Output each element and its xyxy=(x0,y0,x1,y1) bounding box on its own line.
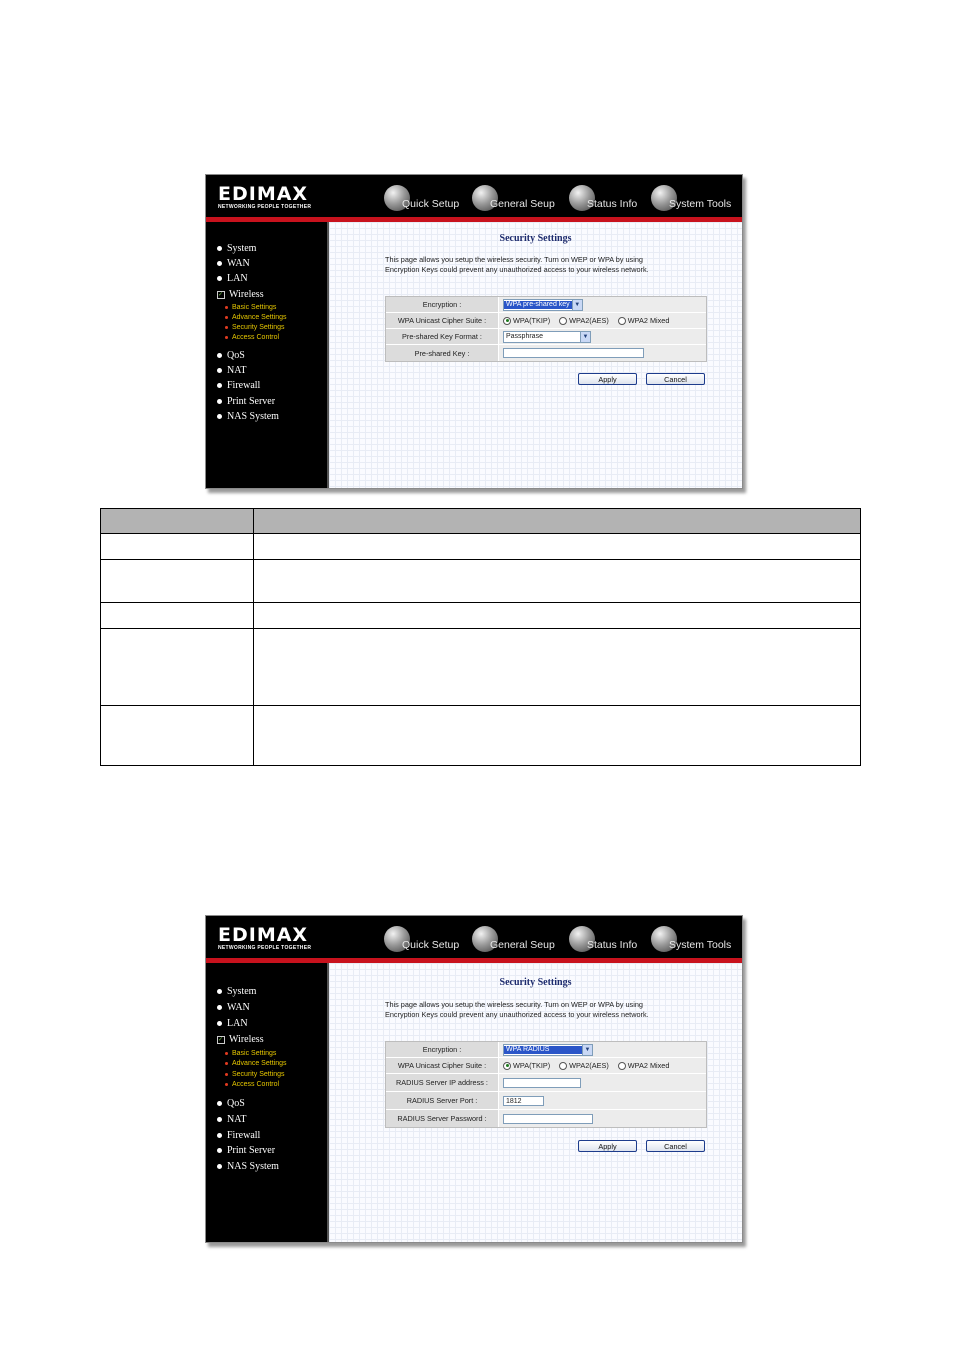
sidebar-nav xyxy=(206,222,329,488)
tab-status-info[interactable]: Status Info xyxy=(569,924,637,954)
sidebar-item-system[interactable]: System xyxy=(217,986,256,997)
tab-quick-setup[interactable]: Quick Setup xyxy=(384,924,459,954)
chevron-down-icon: ▼ xyxy=(582,1045,592,1055)
table-cell xyxy=(254,560,861,603)
header-bar xyxy=(206,175,742,217)
edimax-logo: EDIMAX xyxy=(218,183,309,205)
apply-button[interactable]: Apply xyxy=(578,373,637,385)
cancel-button[interactable]: Cancel xyxy=(646,373,705,385)
radio-wpa2-mixed[interactable]: WPA2 Mixed xyxy=(618,316,670,325)
table-cell xyxy=(101,534,254,560)
encryption-label: Encryption : xyxy=(386,297,499,312)
cancel-button[interactable]: Cancel xyxy=(646,1140,705,1152)
table-cell xyxy=(101,706,254,766)
radio-empty-icon xyxy=(559,1062,567,1070)
checkmark-icon: ✓ xyxy=(218,1036,224,1043)
tab-quick-setup[interactable]: Quick Setup xyxy=(384,183,459,213)
security-form xyxy=(385,296,707,362)
table-cell xyxy=(254,603,861,629)
preshared-key-input[interactable] xyxy=(503,348,644,358)
encryption-select[interactable]: WPA RADIUS ▼ xyxy=(503,1044,593,1056)
sidebar-item-lan[interactable]: LAN xyxy=(217,273,248,284)
red-dot-icon xyxy=(225,1052,228,1055)
sidebar-subitem-security-settings[interactable]: Security Settings xyxy=(225,1071,285,1078)
sidebar-item-firewall[interactable]: Firewall xyxy=(217,380,260,391)
sidebar-subitem-advance-settings[interactable]: Advance Settings xyxy=(225,314,286,321)
bullet-icon xyxy=(217,1021,222,1026)
key-format-row xyxy=(386,329,706,345)
preshared-key-row xyxy=(386,345,706,361)
tab-status-info[interactable]: Status Info xyxy=(569,183,637,213)
tab-general-setup[interactable]: General Seup xyxy=(472,924,555,954)
bullet-icon xyxy=(217,989,222,994)
radio-selected-icon xyxy=(503,1062,511,1070)
sidebar-item-wireless[interactable]: ✓ Wireless xyxy=(218,289,264,300)
table-row xyxy=(101,534,861,560)
logo-tagline: NETWORKING PEOPLE TOGETHER xyxy=(218,945,312,951)
bullet-icon xyxy=(217,1117,222,1122)
sidebar-item-print-server[interactable]: Print Server xyxy=(217,1145,275,1156)
table-row xyxy=(101,560,861,603)
tab-system-tools[interactable]: System Tools xyxy=(651,183,731,213)
sidebar-item-nas-system[interactable]: NAS System xyxy=(217,1161,279,1172)
sidebar-item-system[interactable]: System xyxy=(217,243,256,254)
page-description: This page allows you setup the wireless security. Turn on WEP or WPA by using Encryption Keys could prevent any unauthorized access to your wireless network. xyxy=(385,255,649,274)
bullet-icon xyxy=(217,1164,222,1169)
sidebar-item-print-server[interactable]: Print Server xyxy=(217,396,275,407)
radius-port-input[interactable]: 1812 xyxy=(503,1096,544,1106)
bullet-icon xyxy=(217,353,222,358)
sidebar-subitem-access-control[interactable]: Access Control xyxy=(225,1081,279,1088)
red-dot-icon xyxy=(225,326,228,329)
bullet-icon xyxy=(217,399,222,404)
bullet-icon xyxy=(217,1101,222,1106)
table-cell xyxy=(101,603,254,629)
sidebar-item-qos[interactable]: QoS xyxy=(217,1098,245,1109)
chevron-down-icon: ▼ xyxy=(580,332,590,342)
checkmark-icon: ✓ xyxy=(218,291,224,298)
sidebar-subitem-advance-settings[interactable]: Advance Settings xyxy=(225,1060,286,1067)
bullet-icon xyxy=(217,383,222,388)
sidebar-item-nas-system[interactable]: NAS System xyxy=(217,411,279,422)
router-screenshot-wpa-psk xyxy=(205,174,743,489)
bullet-icon xyxy=(217,1148,222,1153)
field-description-table xyxy=(100,508,861,766)
sidebar-item-firewall[interactable]: Firewall xyxy=(217,1130,260,1141)
radius-ip-input[interactable] xyxy=(503,1078,581,1088)
sidebar-item-wan[interactable]: WAN xyxy=(217,1002,250,1013)
red-dot-icon xyxy=(225,306,228,309)
sidebar-subitem-security-settings[interactable]: Security Settings xyxy=(225,324,285,331)
table-cell xyxy=(101,560,254,603)
radio-empty-icon xyxy=(618,1062,626,1070)
apply-button[interactable]: Apply xyxy=(578,1140,637,1152)
table-row xyxy=(101,603,861,629)
table-cell xyxy=(254,629,861,706)
red-dot-icon xyxy=(225,336,228,339)
red-dot-icon xyxy=(225,1073,228,1076)
red-dot-icon xyxy=(225,1083,228,1086)
cipher-label: WPA Unicast Cipher Suite : xyxy=(386,313,499,328)
preshared-key-label: Pre-shared Key : xyxy=(386,345,499,361)
table-cell xyxy=(101,629,254,706)
tab-general-setup[interactable]: General Seup xyxy=(472,183,555,213)
sidebar-item-wireless[interactable]: ✓ Wireless xyxy=(218,1034,264,1045)
tab-system-tools[interactable]: System Tools xyxy=(651,924,731,954)
page-description: This page allows you setup the wireless security. Turn on WEP or WPA by using Encryption Keys could prevent any unauthorized access to your wireless network. xyxy=(385,1000,649,1019)
radio-empty-icon xyxy=(618,317,626,325)
radio-selected-icon xyxy=(503,317,511,325)
radius-port-row xyxy=(386,1092,706,1110)
bullet-icon xyxy=(217,261,222,266)
radio-wpa2-aes[interactable]: WPA2(AES) xyxy=(559,1061,609,1070)
table-header-cell xyxy=(254,509,861,534)
table-cell xyxy=(254,706,861,766)
bullet-icon xyxy=(217,414,222,419)
edimax-logo: EDIMAX xyxy=(218,924,309,946)
sidebar-subitem-basic-settings[interactable]: Basic Settings xyxy=(225,1050,276,1057)
radio-wpa2-aes[interactable]: WPA2(AES) xyxy=(559,316,609,325)
sidebar-item-lan[interactable]: LAN xyxy=(217,1018,248,1029)
chevron-down-icon: ▼ xyxy=(572,300,582,310)
sidebar-subitem-access-control[interactable]: Access Control xyxy=(225,334,279,341)
content-panel xyxy=(329,963,742,1242)
security-form xyxy=(385,1041,707,1128)
radius-ip-row xyxy=(386,1074,706,1092)
cipher-row xyxy=(386,313,706,329)
radio-wpa-tkip[interactable]: WPA(TKIP) xyxy=(503,1061,550,1070)
bullet-icon xyxy=(217,1133,222,1138)
sidebar-nav xyxy=(206,963,329,1242)
table-header-row xyxy=(101,509,861,534)
sidebar-item-qos[interactable]: QoS xyxy=(217,350,245,361)
page-title: Security Settings xyxy=(499,977,572,988)
bullet-icon xyxy=(217,246,222,251)
key-format-select[interactable]: Passphrase ▼ xyxy=(503,331,591,343)
radius-password-label: RADIUS Server Password : xyxy=(386,1110,499,1127)
sidebar-item-nat[interactable]: NAT xyxy=(217,365,246,376)
encryption-row xyxy=(386,1042,706,1058)
logo-tagline: NETWORKING PEOPLE TOGETHER xyxy=(218,204,312,210)
radius-port-label: RADIUS Server Port : xyxy=(386,1092,499,1109)
radius-password-input[interactable] xyxy=(503,1114,593,1124)
header-bar xyxy=(206,916,742,958)
encryption-select[interactable]: WPA pre-shared key ▼ xyxy=(503,299,583,311)
content-panel xyxy=(329,222,742,488)
bullet-icon xyxy=(217,368,222,373)
red-dot-icon xyxy=(225,316,228,319)
table-row xyxy=(101,706,861,766)
bullet-icon xyxy=(217,276,222,281)
encryption-row xyxy=(386,297,706,313)
table-cell xyxy=(254,534,861,560)
page-title: Security Settings xyxy=(499,233,572,244)
cipher-label: WPA Unicast Cipher Suite : xyxy=(386,1058,499,1073)
radius-password-row xyxy=(386,1110,706,1127)
table-header-cell xyxy=(101,509,254,534)
sidebar-item-nat[interactable]: NAT xyxy=(217,1114,246,1125)
radio-wpa-tkip[interactable]: WPA(TKIP) xyxy=(503,316,550,325)
key-format-label: Pre-shared Key Format : xyxy=(386,329,499,344)
table-row xyxy=(101,629,861,706)
radio-empty-icon xyxy=(559,317,567,325)
bullet-icon xyxy=(217,1005,222,1010)
radio-wpa2-mixed[interactable]: WPA2 Mixed xyxy=(618,1061,670,1070)
sidebar-subitem-basic-settings[interactable]: Basic Settings xyxy=(225,304,276,311)
router-screenshot-wpa-radius xyxy=(205,915,743,1243)
encryption-label: Encryption : xyxy=(386,1042,499,1057)
cipher-row xyxy=(386,1058,706,1074)
radius-ip-label: RADIUS Server IP address : xyxy=(386,1074,499,1091)
red-dot-icon xyxy=(225,1062,228,1065)
sidebar-item-wan[interactable]: WAN xyxy=(217,258,250,269)
